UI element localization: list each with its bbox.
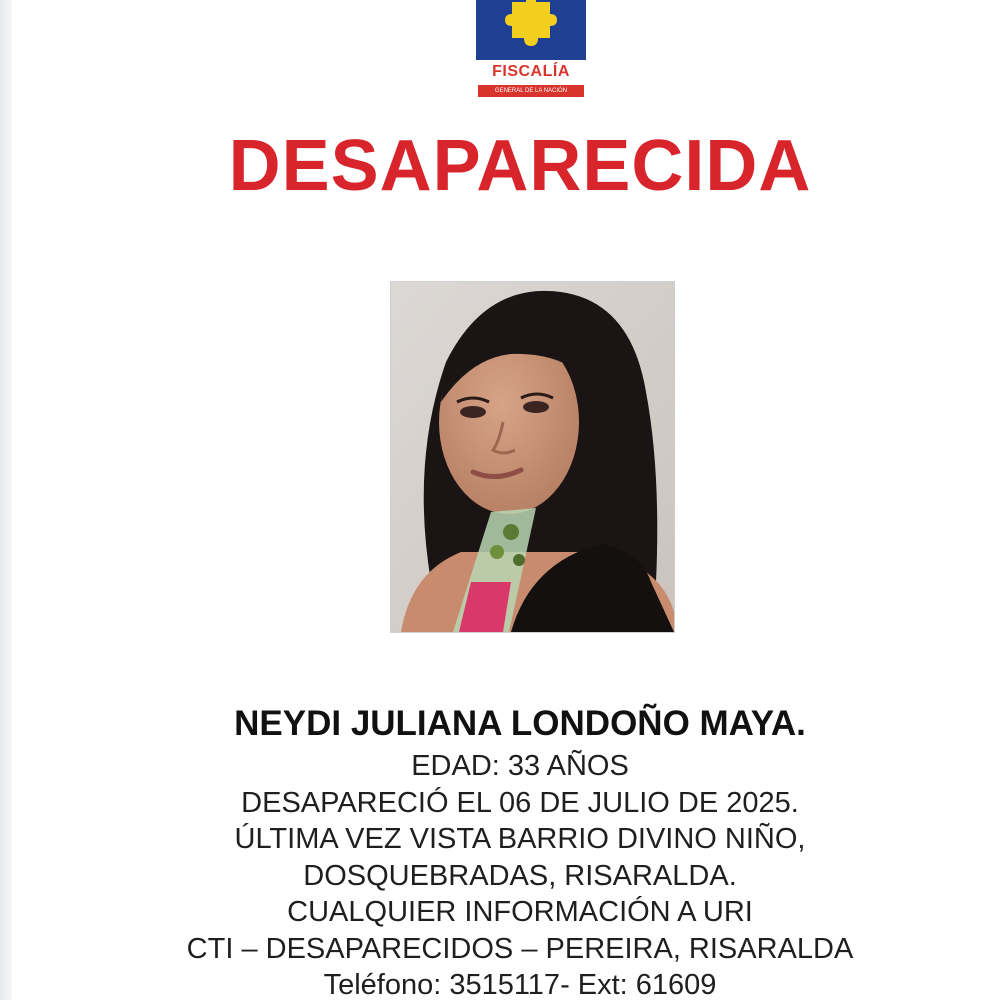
portrait-illustration <box>391 282 674 632</box>
contact-line-1: CUALQUIER INFORMACIÓN A URI <box>287 896 753 928</box>
fiscalia-logo <box>476 0 586 100</box>
logo-subtitle: GENERAL DE LA NACIÓN <box>478 85 584 97</box>
puzzle-piece-icon <box>476 0 586 60</box>
disappearance-date: DESAPARECIÓ EL 06 DE JULIO DE 2025. <box>241 786 799 819</box>
last-seen-line-2: DOSQUEBRADAS, RISARALDA. <box>303 859 737 892</box>
poster-heading: DESAPARECIDA <box>228 126 812 206</box>
contact-line-2: CTI – DESAPARECIDOS – PEREIRA, RISARALDA <box>186 932 854 965</box>
last-seen-line-1: ÚLTIMA VEZ VISTA BARRIO DIVINO NIÑO, <box>234 823 806 855</box>
contact-phone: Teléfono: 3515117- Ext: 61609 <box>323 969 717 1000</box>
person-photo <box>391 282 674 632</box>
person-age: EDAD: 33 AÑOS <box>411 750 629 782</box>
logo-wordmark: FISCALÍA <box>492 63 570 80</box>
person-name: NEYDI JULIANA LONDOÑO MAYA. <box>234 704 806 743</box>
person-details <box>0 700 999 1000</box>
